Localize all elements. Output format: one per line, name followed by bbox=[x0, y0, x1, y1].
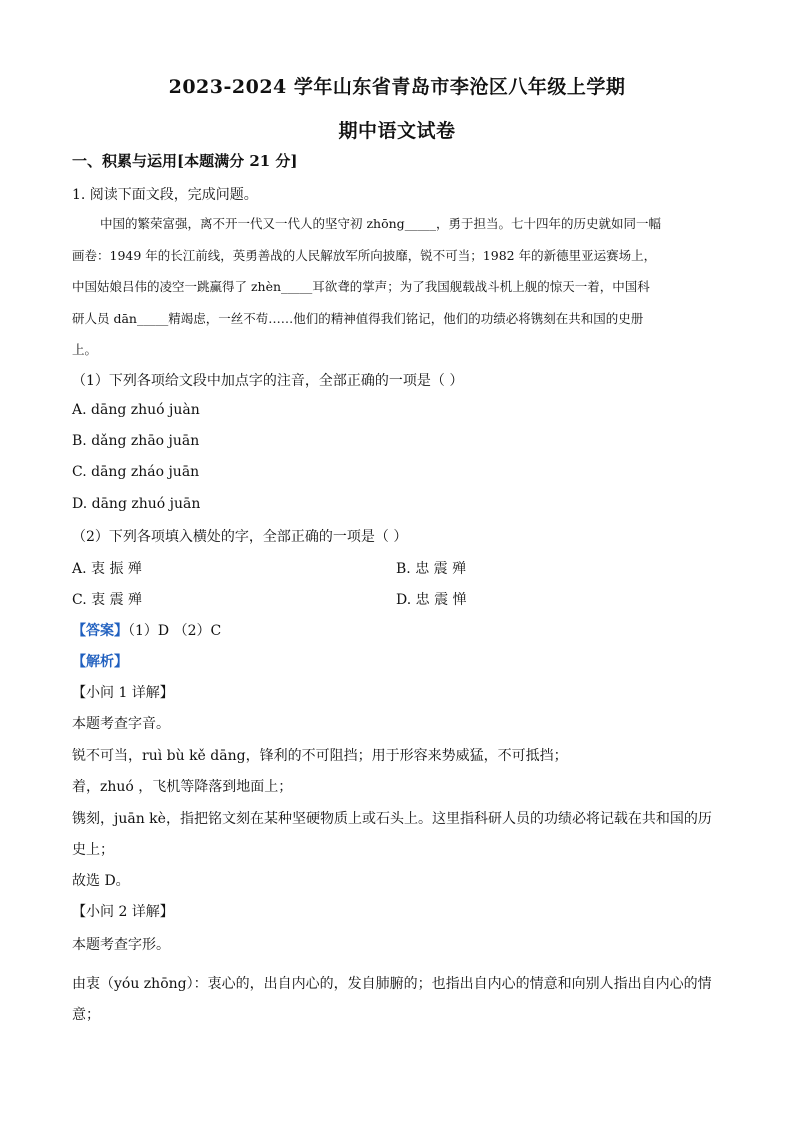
analysis-label: 【解析】 bbox=[72, 654, 128, 670]
detail-line: 本题考查字形。 bbox=[72, 937, 170, 953]
option-d: D. 忠 震 惮 bbox=[396, 592, 467, 608]
section-heading: 一、积累与运用[本题满分 21 分] bbox=[72, 152, 298, 170]
answer-label: 【答案】 bbox=[72, 623, 128, 639]
option-d: D. dāng zhuó juān bbox=[72, 496, 201, 512]
detail-line: 本题考查字音。 bbox=[72, 716, 170, 732]
option-c: C. 衷 震 殚 bbox=[72, 592, 143, 608]
passage-line: 中国姑娘吕伟的凌空一跳赢得了 zhèn_____耳欲聋的掌声；为了我国舰载战斗机上舰的惊天一着，中国科 bbox=[72, 279, 650, 294]
subquestion-1: （1）下列各项给文段中加点字的注音，全部正确的一项是（ ） bbox=[72, 373, 464, 389]
passage-line: 画卷：1949 年的长江前线，英勇善战的人民解放军所向披靡，锐不可当；1982 年的新德里亚运赛场上， bbox=[72, 248, 657, 263]
option-b: B. dǎng zhāo juān bbox=[72, 433, 200, 449]
passage-line: 研人员 dān_____精竭虑，一丝不苟……他们的精神值得我们铭记，他们的功绩必将镌刻在共和国的史册 bbox=[72, 311, 644, 326]
detail-2-heading: 【小问 2 详解】 bbox=[72, 904, 174, 920]
question-1-intro: 1. 阅读下面文段，完成问题。 bbox=[72, 187, 258, 203]
detail-line: 由衷（yóu zhōng）：衷心的，出自内心的，发自肺腑的；也指出自内心的情意和向别人指出自内心的情 bbox=[72, 976, 712, 992]
detail-line: 故选 D。 bbox=[72, 873, 130, 889]
subquestion-2: （2）下列各项填入横处的字，全部正确的一项是（ ） bbox=[72, 529, 408, 545]
option-b: B. 忠 震 殚 bbox=[396, 561, 467, 577]
passage-line: 中国的繁荣富强，离不开一代又一代人的坚守初 zhōng_____，勇于担当。七十四年的历史就如同一幅 bbox=[100, 216, 661, 231]
detail-line: 锐不可当，ruì bù kě dāng，锋利的不可阻挡；用于形容来势威猛，不可抵挡； bbox=[72, 748, 568, 764]
answer-row bbox=[72, 620, 221, 640]
option-c: C. dāng zháo juān bbox=[72, 464, 200, 480]
answer-text: （1）D （2）C bbox=[128, 623, 222, 639]
exam-title-line2: 期中语文试卷 bbox=[338, 120, 456, 142]
detail-line: 史上； bbox=[72, 842, 114, 858]
detail-line: 镌刻，juān kè，指把铭文刻在某种坚硬物质上或石头上。这里指科研人员的功绩必将记载在共和国的历 bbox=[72, 811, 712, 827]
option-a: A. dāng zhuó juàn bbox=[72, 402, 200, 418]
passage-line: 上。 bbox=[72, 342, 98, 357]
option-a: A. 衷 振 殚 bbox=[72, 561, 142, 577]
detail-line: 意； bbox=[72, 1007, 100, 1023]
detail-line: 着，zhuó ，飞机等降落到地面上； bbox=[72, 779, 293, 795]
detail-1-heading: 【小问 1 详解】 bbox=[72, 685, 174, 701]
exam-title-line1: 2023-2024 学年山东省青岛市李沧区八年级上学期 bbox=[168, 76, 626, 98]
